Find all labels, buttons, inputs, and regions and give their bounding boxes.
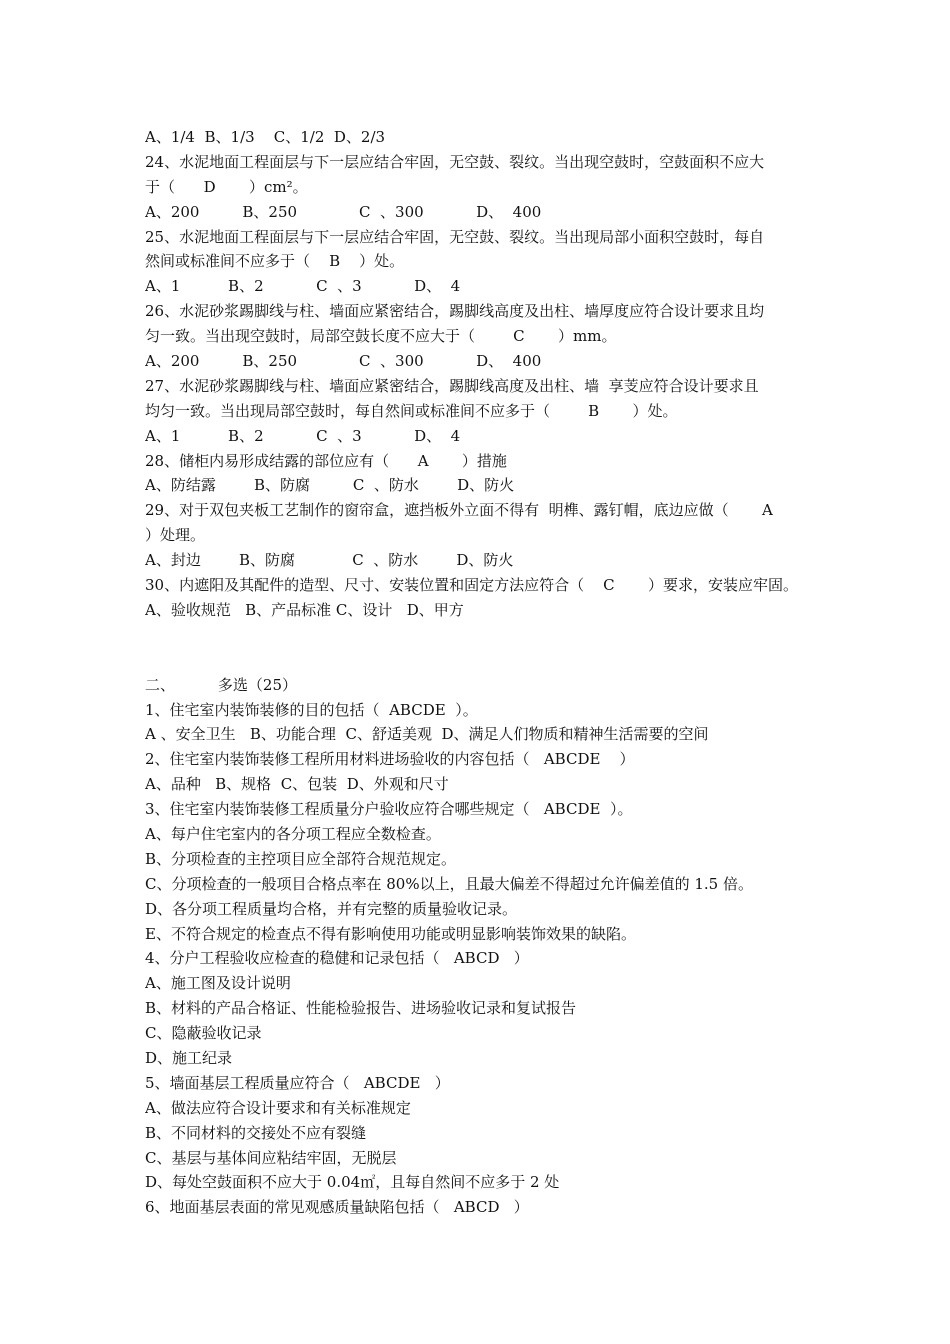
section-gap [145, 623, 815, 673]
text-line: C、分项检查的一般项目合格点率在 80%以上，且最大偏差不得超过允许偏差值的 1.5 倍。 [145, 874, 753, 893]
text-line: 6、地面基层表面的常见观感质量缺陷包括（ ABCD ） [145, 1198, 529, 1217]
text-line: B、不同材料的交接处不应有裂缝 [145, 1123, 367, 1142]
text-line: C、基层与基体间应粘结牢固，无脱层 [145, 1148, 397, 1167]
text-line: 28、储柜内易形成结露的部位应有（ A ）措施 [145, 451, 507, 470]
text-line: D、施工纪录 [145, 1048, 233, 1067]
text-line: A、施工图及设计说明 [145, 974, 291, 993]
text-line: B、分项检查的主控项目应全部符合规范规定。 [145, 849, 457, 868]
text-line: A、每户住宅室内的各分项工程应全数检查。 [145, 824, 441, 843]
text-line: A、200 B、250 C 、300 D、 400 [145, 352, 542, 371]
text-line: A、防结露 B、防腐 C 、防水 D、防火 [145, 476, 515, 495]
text-line: 26、水泥砂浆踢脚线与柱、墙面应紧密结合，踢脚线高度及出柱、墙厚度应符合设计要求且均 [145, 302, 765, 321]
text-line: A、200 B、250 C 、300 D、 400 [145, 202, 542, 221]
text-line: A、做法应符合设计要求和有关标准规定 [145, 1098, 411, 1117]
text-line: 4、分户工程验收应检查的稳健和记录包括（ ABCD ） [145, 949, 529, 968]
text-line: A、验收规范 B、产品标准 C、设计 D、甲方 [145, 600, 464, 619]
question-block-single-choice [145, 125, 815, 623]
text-line: E、不符合规定的检查点不得有影响使用功能或明显影响装饰效果的缺陷。 [145, 924, 636, 943]
text-line: A 、安全卫生 B、功能合理 C、舒适美观 D、满足人们物质和精神生活需要的空间 [145, 725, 709, 744]
text-line: 3、住宅室内装饰装修工程质量分户验收应符合哪些规定（ ABCDE ）。 [145, 800, 633, 819]
text-line: D、各分项工程质量均合格，并有完整的质量验收记录。 [145, 899, 518, 918]
section-heading: 二、 多选（25） [145, 675, 298, 694]
text-line: A、1 B、2 C 、3 D、 4 [145, 426, 461, 445]
text-line: A、1/4 B、1/3 C、1/2 D、2/3 [145, 128, 386, 146]
text-line: 24、水泥地面工程面层与下一层应结合牢固，无空鼓、裂纹。当出现空鼓时，空鼓面积不应大 [145, 152, 765, 171]
text-line: A、1 B、2 C 、3 D、 4 [145, 277, 461, 296]
text-line: 然间或标准间不应多于（ B ）处。 [145, 252, 405, 271]
text-line: A、品种 B、规格 C、包装 D、外观和尺寸 [145, 775, 449, 794]
text-line: ）处理。 [145, 526, 206, 545]
text-line: 1、住宅室内装饰装修的目的包括（ ABCDE ）。 [145, 700, 478, 719]
question-block-multiple-choice [145, 673, 815, 1221]
text-line: 29、对于双包夹板工艺制作的窗帘盒，遮挡板外立面不得有 明榫、露钉帽，底边应做（ A [145, 501, 773, 520]
text-line: D、每处空鼓面积不应大于 0.04㎡，且每自然间不应多于 2 处 [145, 1173, 560, 1192]
document-page [145, 125, 815, 1220]
text-line: 5、墙面基层工程质量应符合（ ABCDE ） [145, 1073, 450, 1092]
text-line: 于（ D ）cm²。 [145, 177, 308, 196]
text-line: C、隐蔽验收记录 [145, 1024, 262, 1043]
text-line: 30、内遮阳及其配件的造型、尺寸、安装位置和固定方法应符合（ C ）要求，安装应牢固。 [145, 576, 799, 595]
text-line: A、封边 B、防腐 C 、防水 D、防火 [145, 551, 514, 570]
text-line: B、材料的产品合格证、性能检验报告、进场验收记录和复试报告 [145, 999, 577, 1018]
text-line: 匀一致。当出现空鼓时，局部空鼓长度不应大于（ C ）mm。 [145, 327, 617, 346]
text-line: 2、住宅室内装饰装修工程所用材料进场验收的内容包括（ ABCDE ） [145, 750, 635, 769]
text-line: 均匀一致。当出现局部空鼓时，每自然间或标准间不应多于（ B ）处。 [145, 401, 678, 420]
text-line: 27、水泥砂浆踢脚线与柱、墙面应紧密结合，踢脚线高度及出柱、墙 享芰应符合设计要求且 [145, 376, 759, 395]
text-line: 25、水泥地面工程面层与下一层应结合牢固，无空鼓、裂纹。当出现局部小面积空鼓时，每自 [145, 227, 765, 246]
